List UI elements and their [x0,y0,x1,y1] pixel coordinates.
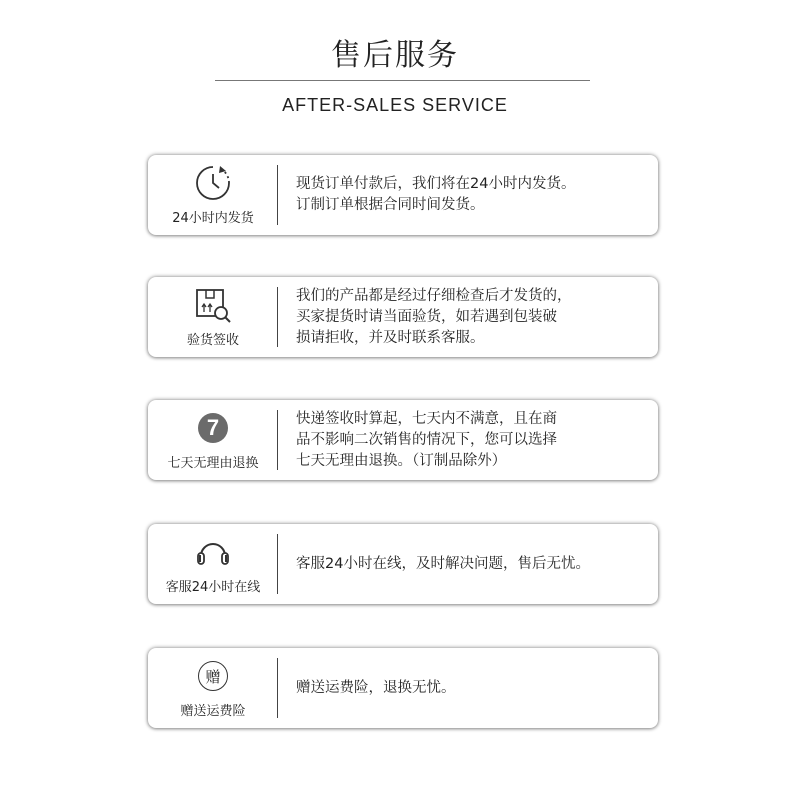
card-description [296,155,646,235]
card-text-line: 快递签收时算起，七天内不满意，且在商 [296,410,557,427]
card-divider [277,410,278,470]
gift-badge-icon [193,656,233,696]
seven-badge: 7 [198,413,228,443]
card-label: 七天无理由退换 [167,456,259,471]
package-inspect-icon [193,285,233,325]
card-text-line: 品不影响二次销售的情况下，您可以选择 [296,431,557,448]
card-text-line: 订制订单根据合同时间发货。 [296,197,485,213]
card-label: 赠送运费险 [180,704,246,719]
card-text-line: 损请拒收，并及时联系客服。 [296,329,485,346]
card-icon-area [148,400,278,480]
gift-badge: 赠 [198,661,228,691]
card-description [296,400,646,480]
headset-icon [193,532,233,572]
clock-icon [193,163,233,203]
service-card-inspection [148,277,658,357]
card-divider [277,658,278,718]
card-description [296,524,646,604]
card-label: 验货签收 [186,333,239,348]
card-divider [277,287,278,347]
service-card-shipping [148,155,658,235]
page-subtitle: AFTER-SALES SERVICE [282,95,508,115]
card-text-line: 七天无理由退换。（订制品除外） [296,452,507,469]
card-divider [277,165,278,225]
card-text-line: 赠送运费险，退换无忧。 [296,679,456,696]
service-card-support [148,524,658,604]
page-title: 售后服务 [331,38,459,73]
card-text-line: 现货订单付款后，我们将在24小时内发货。 [296,176,576,192]
card-text-line: 客服24小时在线，及时解决问题，售后无忧。 [296,555,590,572]
service-card-returns [148,400,658,480]
seven-day-icon [193,408,233,448]
card-icon-area [148,155,278,235]
card-label: 客服24小时在线 [165,580,261,595]
card-label: 24小时内发货 [172,211,254,226]
card-icon-area [148,277,278,357]
card-icon-area [148,648,278,728]
card-icon-area [148,524,278,604]
card-text-line: 买家提货时请当面验货，如若遇到包装破 [296,308,557,325]
service-card-insurance [148,648,658,728]
title-divider [215,80,590,81]
card-description [296,648,646,728]
card-divider [277,534,278,594]
card-text-line: 我们的产品都是经过仔细检查后才发货的， [296,287,572,304]
card-description [296,277,646,357]
